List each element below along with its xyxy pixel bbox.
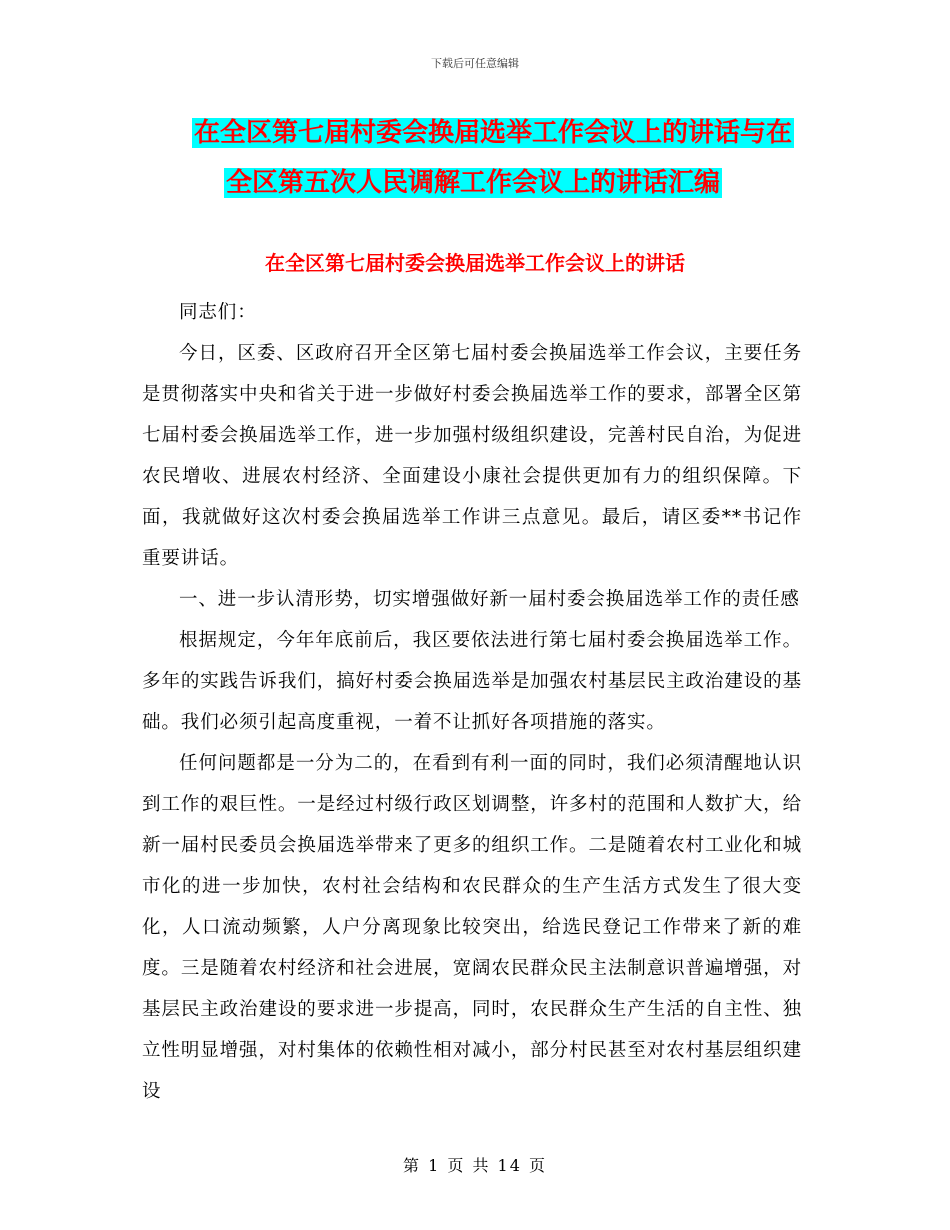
header-note: 下载后可任意编辑 (431, 57, 519, 70)
paragraph: 根据规定，今年年底前后，我区要依法进行第七届村委会换届选举工作。多年的实践告诉我们，搞好村委会换届选举是加强农村基层民主政治建设的基础。我们必须引起高度重视，一着不让抓好各项措施的落实。 (142, 630, 802, 733)
page-number: 第 1 页 共 14 页 (403, 1156, 547, 1175)
paragraph: 今日，区委、区政府召开全区第七届村委会换届选举工作会议，主要任务是贯彻落实中央和省关于进一步做好村委会换届选举工作的要求，部署全区第七届村委会换届选举工作，进一步加强村级组织建设，完善村民自治，为促进农民增收、进展农村经济、全面建设小康社会提供更加有力的组织保障。下面，我就做好这次村委会换届选举工作讲三点意见。最后，请区委**书记作重要讲话。 (142, 343, 802, 569)
title-line-1: 在全区第七届村委会换届选举工作会议上的讲话与在 (194, 118, 793, 148)
paragraph: 任何问题都是一分为二的，在看到有利一面的同时，我们必须清醒地认识到工作的艰巨性。一是经过村级行政区划调整，许多村的范围和人数扩大，给新一届村民委员会换届选举带来了更多的组织工作。二是随着农村工业化和城市化的进一步加快，农村社会结构和农民群众的生产生活方式发生了很大变化，人口流动频繁，人户分离现象比较突出，给选民登记工作带来了新的难度。三是随着农村经济和社会进展，宽阔农民群众民主法制意识普遍增强，对基层民主政治建设的要求进一步提高，同时，农民群众生产生活的自主性、独立性明显增强，对村集体的依赖性相对减小，部分村民甚至对农村基层组织建设 (142, 753, 802, 1102)
title-line-2: 全区第五次人民调解工作会议上的讲话汇编 (226, 168, 721, 198)
salutation: 同志们： (179, 302, 257, 323)
document-body (142, 292, 802, 1112)
section-heading: 一、进一步认清形势，切实增强做好新一届村委会换届选举工作的责任感 (179, 589, 800, 610)
section-title: 在全区第七届村委会换届选举工作会议上的讲话 (265, 251, 685, 275)
